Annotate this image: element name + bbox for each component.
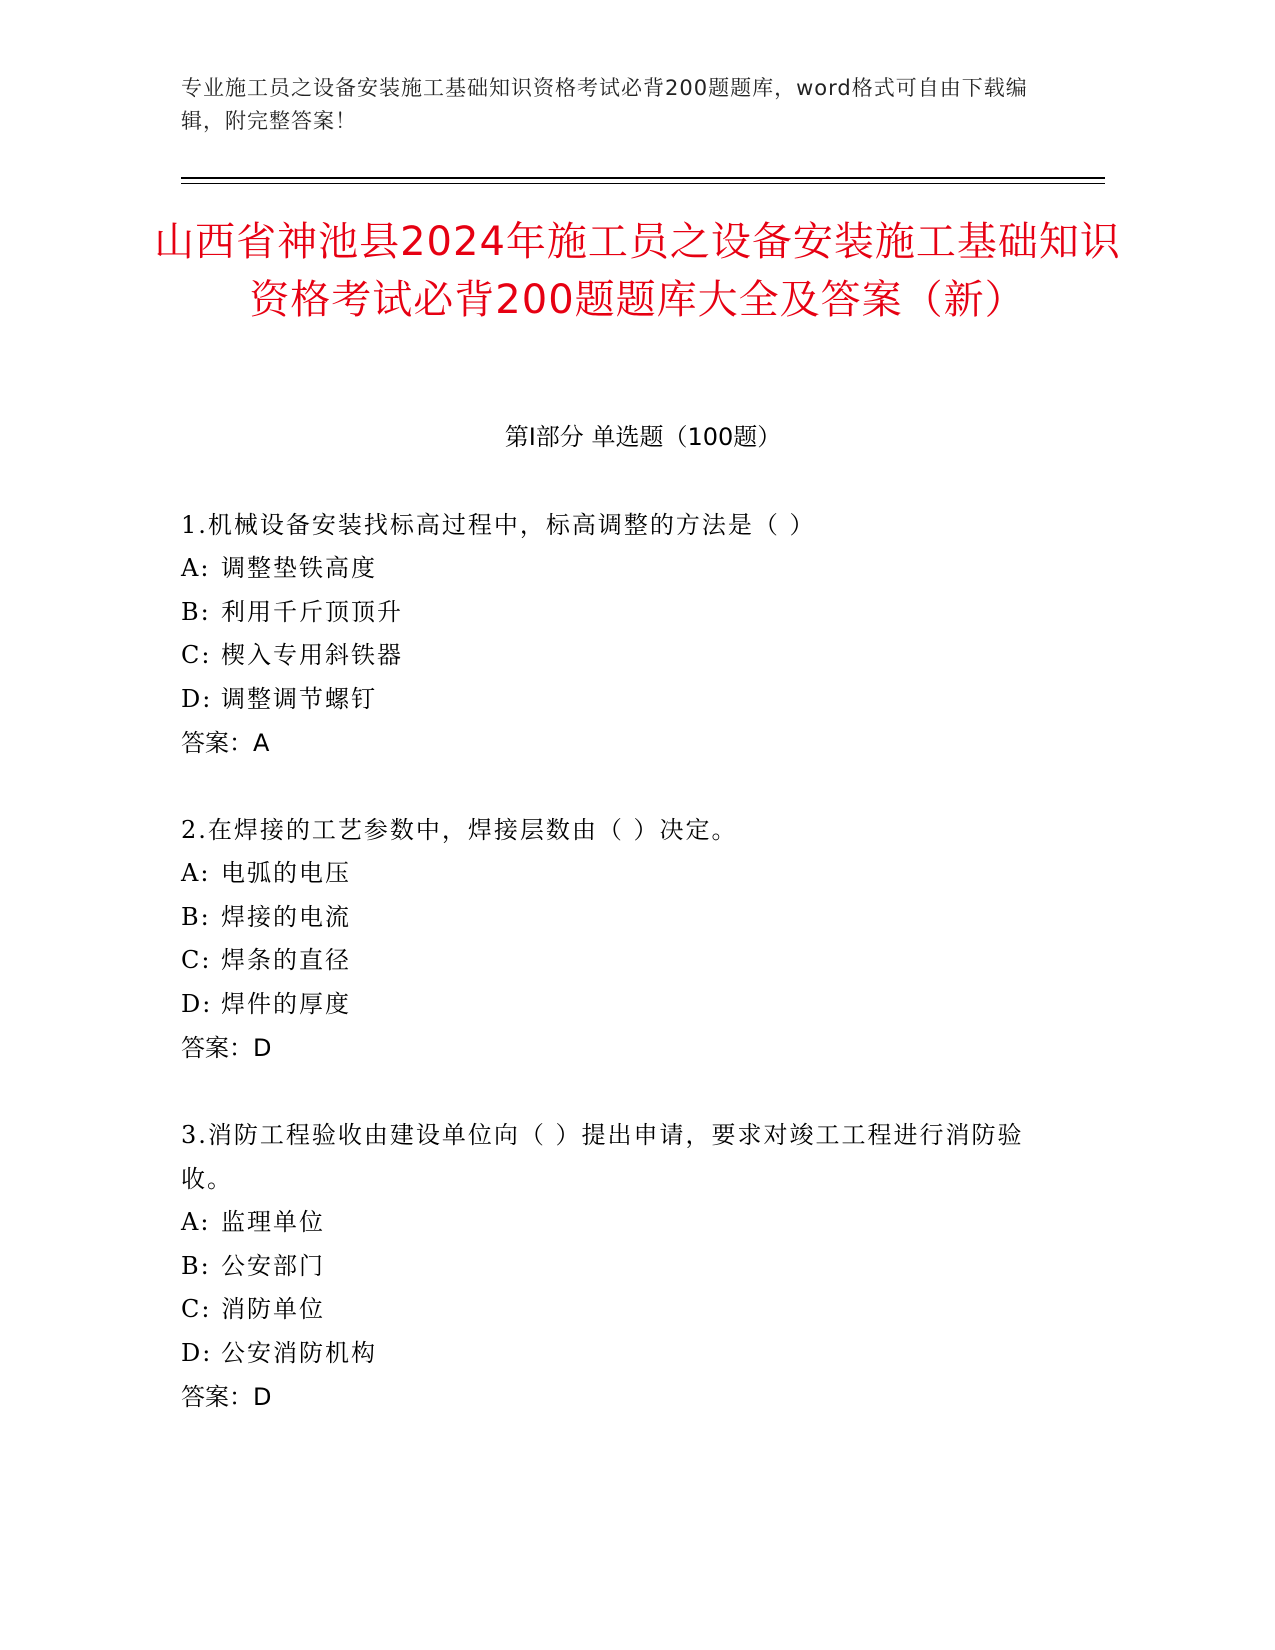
header-divider-thin [181,183,1105,184]
option-text: 电弧的电压 [221,859,351,887]
option-key: A: [181,859,211,887]
question-2 [181,808,1061,1070]
option-text: 焊条的直径 [221,946,351,974]
option-b [181,591,1061,635]
option-key: C: [181,1295,212,1323]
option-b [181,1245,1061,1289]
option-b [181,896,1061,940]
option-c [181,939,1061,983]
option-a [181,852,1061,896]
option-text: 消防单位 [221,1295,325,1323]
option-key: B: [181,597,211,626]
answer-line: 答案：A [181,729,270,757]
option-text: 监理单位 [221,1208,325,1236]
option-text: 焊接的电流 [221,902,351,931]
option-text: 调整垫铁高度 [221,554,377,582]
answer-line: 答案：D [181,1383,272,1411]
option-key: D: [181,684,213,713]
question-stem: 1.机械设备安装找标高过程中，标高调整的方法是（ ） [181,511,816,539]
option-d [181,983,1061,1027]
option-text: 利用千斤顶顶升 [221,597,403,626]
option-a [181,1201,1061,1245]
option-d [181,678,1061,722]
option-key: D: [181,989,213,1018]
option-c [181,1288,1061,1332]
option-key: B: [181,902,211,931]
document-title: 山西省神池县2024年施工员之设备安装施工基础知识资格考试必背200题题库大全及答案（新） [154,219,1121,323]
option-a [181,547,1061,591]
option-key: B: [181,1251,211,1280]
answer-line: 答案：D [181,1034,272,1062]
section-heading: 第Ⅰ部分 单选题（100题） [504,423,782,451]
option-key: C: [181,946,212,974]
option-key: C: [181,641,212,669]
option-key: A: [181,554,211,582]
question-1 [181,503,1061,765]
option-c [181,634,1061,678]
option-key: A: [181,1208,211,1236]
option-d [181,1332,1061,1376]
question-3 [181,1113,1061,1419]
header-note: 专业施工员之设备安装施工基础知识资格考试必背200题题库，word格式可自由下载编辑，附完整答案！ [181,76,1028,133]
question-stem: 3.消防工程验收由建设单位向（ ）提出申请，要求对竣工工程进行消防验收。 [181,1121,1024,1193]
option-text: 公安消防机构 [221,1338,377,1367]
option-text: 焊件的厚度 [221,989,351,1018]
option-text: 调整调节螺钉 [221,684,377,713]
option-key: D: [181,1338,213,1367]
question-stem: 2.在焊接的工艺参数中，焊接层数由（ ）决定。 [181,816,738,844]
header-divider-thick [181,177,1105,179]
option-text: 楔入专用斜铁器 [221,641,403,669]
option-text: 公安部门 [221,1251,325,1280]
